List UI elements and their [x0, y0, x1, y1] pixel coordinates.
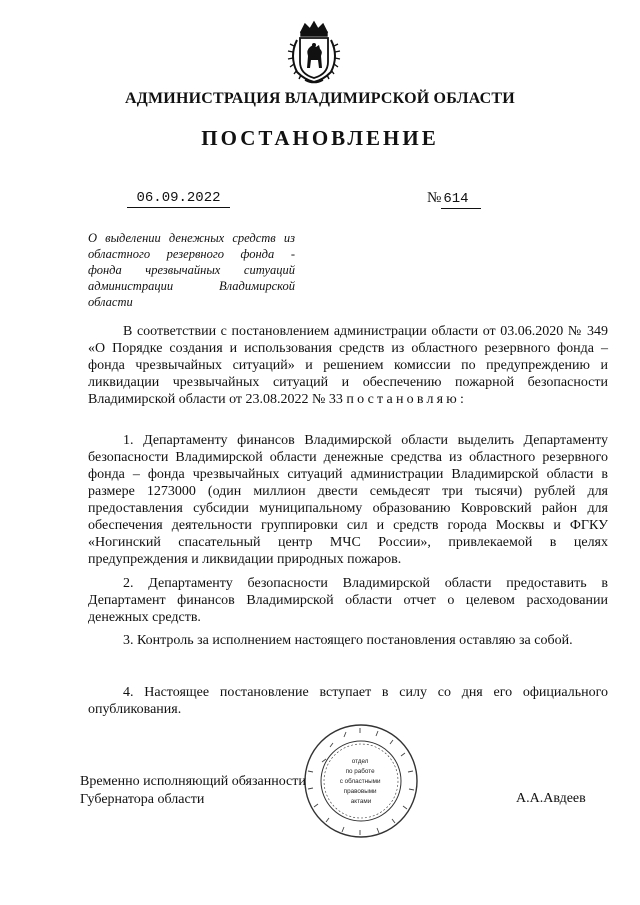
document-date: 06.09.2022: [127, 190, 230, 208]
subject-line: области: [88, 295, 133, 309]
signatory-position: [80, 773, 306, 809]
subject-line: областного резервного фонда -: [88, 247, 295, 261]
document-number-block: [427, 190, 481, 207]
clause-4-text: 4. Настоящее постановление вступает в силу со дня его официального опубликования.: [88, 685, 608, 717]
clause-3: [88, 632, 608, 649]
subject-line: фонда чрезвычайных ситуаций: [88, 263, 295, 277]
clause-2-text: 2. Департаменту безопасности Владимирской области предоставить в Департамент финансов Владимирской области отчет о целевом расходовании денежных средств.: [88, 576, 608, 625]
preamble-paragraph: [88, 323, 608, 408]
document-subject: [88, 230, 295, 310]
stamp-line: отдел: [351, 758, 369, 765]
vladimir-coat-of-arms-icon: [283, 20, 345, 86]
stamp-line: правовыми: [343, 788, 377, 795]
clause-4: [88, 684, 608, 718]
preamble-text: В соответствии с постановлением администрации области от 03.06.2020 № 349 «О Порядке создания и использования средств из областного резервного фонда – фонда чрезвычайных ситуаций» и решением комиссии по предупреждению и ликвидации чрезвычайных ситуаций и обеспечению пожарной безопасности Владимирской области от 23.08.2022 № 33: [88, 324, 608, 407]
signatory-position-line: Губернатора области: [80, 792, 205, 807]
document-number: 614: [441, 191, 480, 209]
number-sign: №: [427, 190, 442, 206]
stamp-line: по работе: [345, 768, 375, 775]
clause-2: [88, 575, 608, 626]
subject-line: О выделении денежных средств из: [88, 231, 295, 245]
stamp-line: с областными: [339, 778, 381, 785]
clause-3-text: 3. Контроль за исполнением настоящего постановления оставляю за собой.: [123, 633, 573, 648]
stamp-line: актами: [350, 798, 372, 805]
official-stamp: [302, 722, 420, 840]
svg-text:отдел по работе с обла: [340, 758, 383, 805]
clause-1: [88, 432, 608, 568]
organization-title: АДМИНИСТРАЦИЯ ВЛАДИМИРСКОЙ ОБЛАСТИ: [125, 90, 515, 107]
clause-1-text: 1. Департаменту финансов Владимирской области выделить Департаменту безопасности Владимирской области денежные средства из областного резервного фонда – фонда чрезвычайных ситуаций администрации Владимирской области в размере 1273000 (один миллион двести семьдесят три тысячи) рублей для предоставления субсидии муниципальному образованию Ковровский район для обеспечения деятельности группировки сил и средств города Москвы и ФГКУ «Ногинский спасательный центр МЧС России», привлекаемой в целях предупреждения и ликвидации природных пожаров.: [88, 433, 608, 567]
resolution-word: постановляю:: [346, 392, 468, 407]
subject-line: администрации Владимирской: [88, 279, 295, 293]
signatory-position-line: Временно исполняющий обязанности: [80, 774, 306, 789]
document-type-title: ПОСТАНОВЛЕНИЕ: [201, 126, 439, 150]
signatory-name: А.А.Авдеев: [516, 791, 586, 806]
